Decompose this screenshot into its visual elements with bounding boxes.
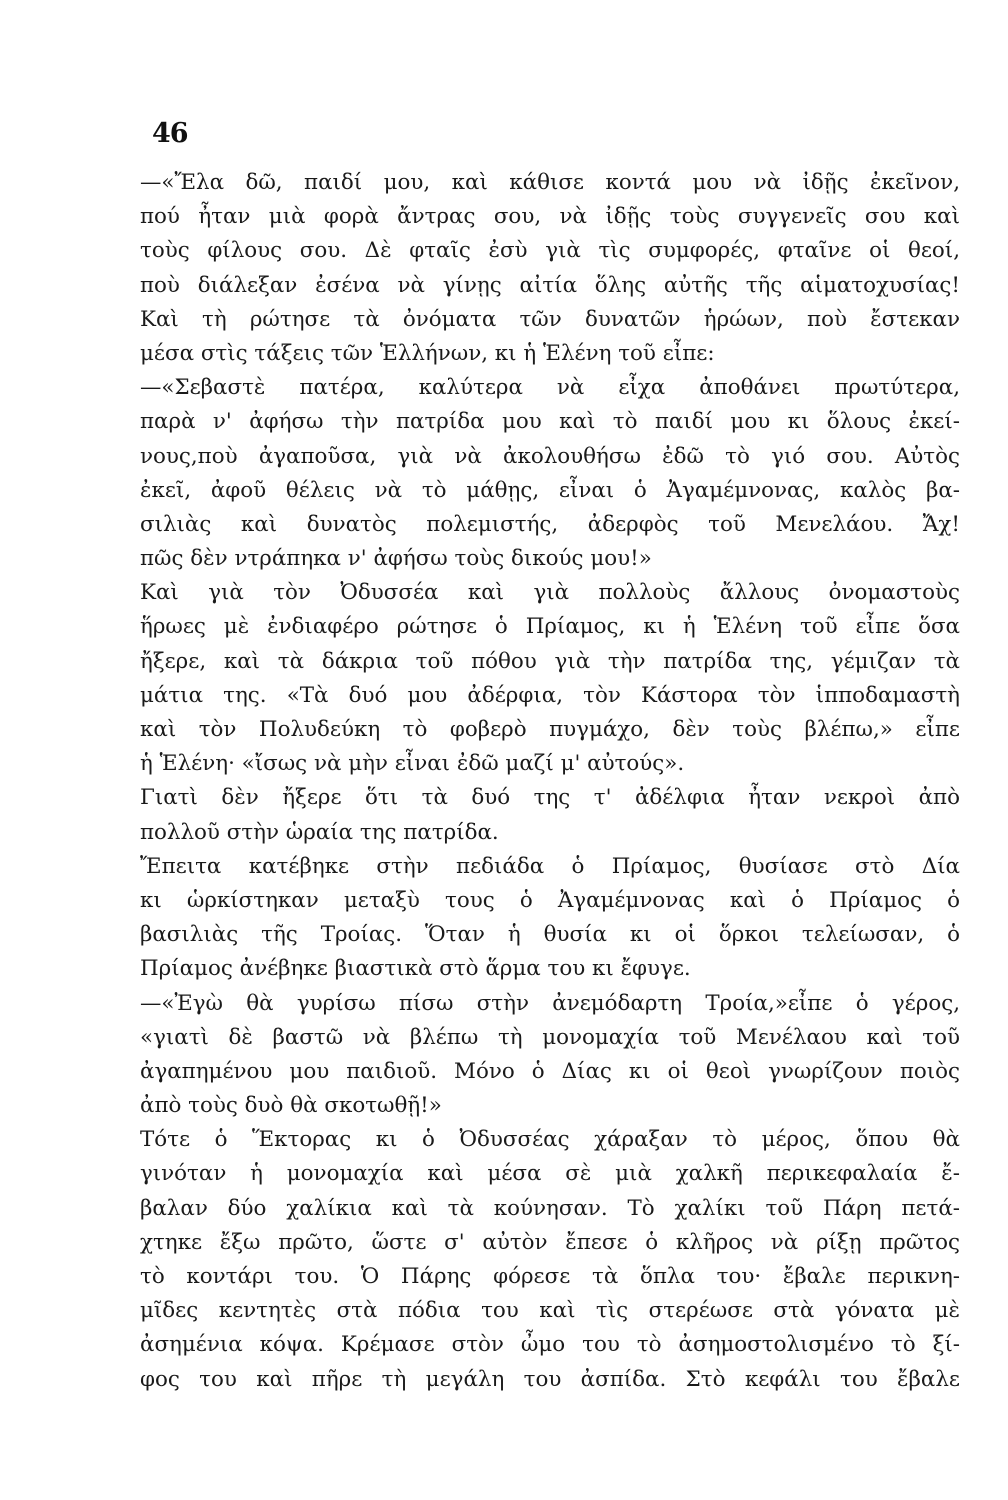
text-line: πῶς δὲν ντράπηκα ν' ἀφήσω τοὺς δικούς μου!» bbox=[140, 546, 652, 572]
text-line: Καὶ γιὰ τὸν Ὀδυσσέα καὶ γιὰ πολλοὺς ἄλλους ὀνομαστοὺς bbox=[140, 580, 960, 606]
text-line: γινόταν ἡ μονομαχία καὶ μέσα σὲ μιὰ χαλκῆ περικεφαλαία ἔ- bbox=[140, 1161, 960, 1187]
text-line: Γιατὶ δὲν ἤξερε ὅτι τὰ δυό της τ' ἀδέλφια ἦταν νεκροὶ ἀπὸ bbox=[140, 785, 960, 811]
text-line: ἥρωες μὲ ἐνδιαφέρο ρώτησε ὁ Πρίαμος, κι ἡ Ἑλένη τοῦ εἶπε ὅσα bbox=[140, 614, 960, 640]
text-line: τοὺς φίλους σου. Δὲ φταῖς ἐσὺ γιὰ τὶς συμφορές, φταῖνε οἱ θεοί, bbox=[140, 238, 960, 264]
text-line: πολλοῦ στὴν ὡραία της πατρίδα. bbox=[140, 819, 499, 845]
text-line: Καὶ τὴ ρώτησε τὰ ὀνόματα τῶν δυνατῶν ἡρώων, ποὺ ἔστεκαν bbox=[140, 306, 960, 332]
text-line: «γιατὶ δὲ βαστῶ νὰ βλέπω τὴ μονομαχία τοῦ Μενέλαου καὶ τοῦ bbox=[140, 1024, 960, 1050]
text-line: —«Σεβαστὲ πατέρα, καλύτερα νὰ εἶχα ἀποθάνει πρωτύτερα, bbox=[140, 375, 960, 401]
text-line: ἀγαπημένου μου παιδιοῦ. Μόνο ὁ Δίας κι οἱ θεοὶ γνωρίζουν ποιὸς bbox=[140, 1058, 960, 1084]
text-line: νους,ποὺ ἀγαποῦσα, γιὰ νὰ ἀκολουθήσω ἐδῶ τὸ γιό σου. Αὐτὸς bbox=[140, 443, 960, 469]
text-line: ἐκεῖ, ἀφοῦ θέλεις νὰ τὸ μάθῃς, εἶναι ὁ Ἀγαμέμνονας, καλὸς βα- bbox=[140, 477, 960, 503]
text-line: Τότε ὁ Ἕκτορας κι ὁ Ὀδυσσέας χάραξαν τὸ μέρος, ὅπου θὰ bbox=[140, 1127, 960, 1153]
text-line: κι ὡρκίστηκαν μεταξὺ τους ὁ Ἀγαμέμνονας καὶ ὁ Πρίαμος ὁ bbox=[140, 887, 960, 913]
text-line: σιλιὰς καὶ δυνατὸς πολεμιστής, ἀδερφὸς τοῦ Μενελάου. Ἄχ! bbox=[140, 511, 960, 537]
text-line: ἤξερε, καὶ τὰ δάκρια τοῦ πόθου γιὰ τὴν πατρίδα της, γέμιζαν τὰ bbox=[140, 648, 960, 674]
text-line: Ἔπειτα κατέβηκε στὴν πεδιάδα ὁ Πρίαμος, θυσίασε στὸ Δία bbox=[140, 853, 960, 879]
text-line: παρὰ ν' ἀφήσω τὴν πατρίδα μου καὶ τὸ παιδί μου κι ὅλους ἐκεί- bbox=[140, 409, 960, 435]
text-line: χτηκε ἔξω πρῶτο, ὥστε σ' αὐτὸν ἔπεσε ὁ κλῆρος νὰ ρίξῃ πρῶτος bbox=[140, 1229, 960, 1255]
text-line: Πρίαμος ἀνέβηκε βιαστικὰ στὸ ἅρμα του κι ἔφυγε. bbox=[140, 956, 691, 982]
body-text bbox=[140, 166, 960, 1397]
text-line: μῖδες κεντητὲς στὰ πόδια του καὶ τὶς στερέωσε στὰ γόνατα μὲ bbox=[140, 1298, 960, 1324]
text-line: καὶ τὸν Πολυδεύκη τὸ φοβερὸ πυγμάχο, δὲν τοὺς βλέπω,» εἶπε bbox=[140, 717, 960, 742]
text-line: πού ἦταν μιὰ φορὰ ἄντρας σου, νὰ ἰδῇς τοὺς συγγενεῖς σου καὶ bbox=[140, 204, 960, 230]
text-line: —«Ἔλα δῶ, παιδί μου, καὶ κάθισε κοντά μου νὰ ἰδῇς ἐκεῖνον, bbox=[140, 170, 960, 195]
text-line: ποὺ διάλεξαν ἐσένα νὰ γίνῃς αἰτία ὅλης αὐτῆς τῆς αἱματοχυσίας! bbox=[140, 272, 960, 298]
page-number: 46 bbox=[152, 118, 188, 149]
text-line: βασιλιὰς τῆς Τροίας. Ὅταν ἡ θυσία κι οἱ ὅρκοι τελείωσαν, ὁ bbox=[140, 922, 960, 948]
text-line: μέσα στὶς τάξεις τῶν Ἑλλήνων, κι ἡ Ἑλένη τοῦ εἶπε: bbox=[140, 340, 715, 366]
text-line: ἀσημένια κόψα. Κρέμασε στὸν ὦμο του τὸ ἀσημοστολισμένο τὸ ξί- bbox=[140, 1332, 960, 1358]
text-line: —«Ἐγὼ θὰ γυρίσω πίσω στὴν ἀνεμόδαρτη Τροία,»εἶπε ὁ γέρος, bbox=[140, 990, 960, 1016]
text-line: τὸ κοντάρι του. Ὁ Πάρης φόρεσε τὰ ὅπλα του· ἔβαλε περικνη- bbox=[140, 1264, 960, 1289]
text-line: ἡ Ἑλένη· «ἴσως νὰ μὴν εἶναι ἐδῶ μαζί μ' αὐτούς». bbox=[140, 751, 685, 777]
text-line: ἀπὸ τοὺς δυὸ θὰ σκοτωθῇ!» bbox=[140, 1093, 442, 1119]
text-line: φος του καὶ πῆρε τὴ μεγάλη του ἀσπίδα. Στὸ κεφάλι του ἔβαλε bbox=[140, 1366, 960, 1392]
text-line: βαλαν δύο χαλίκια καὶ τὰ κούνησαν. Τὸ χαλίκι τοῦ Πάρη πετά- bbox=[140, 1195, 960, 1221]
text-line: μάτια της. «Τὰ δυό μου ἀδέρφια, τὸν Κάστορα τὸν ἱπποδαμαστὴ bbox=[140, 682, 960, 708]
